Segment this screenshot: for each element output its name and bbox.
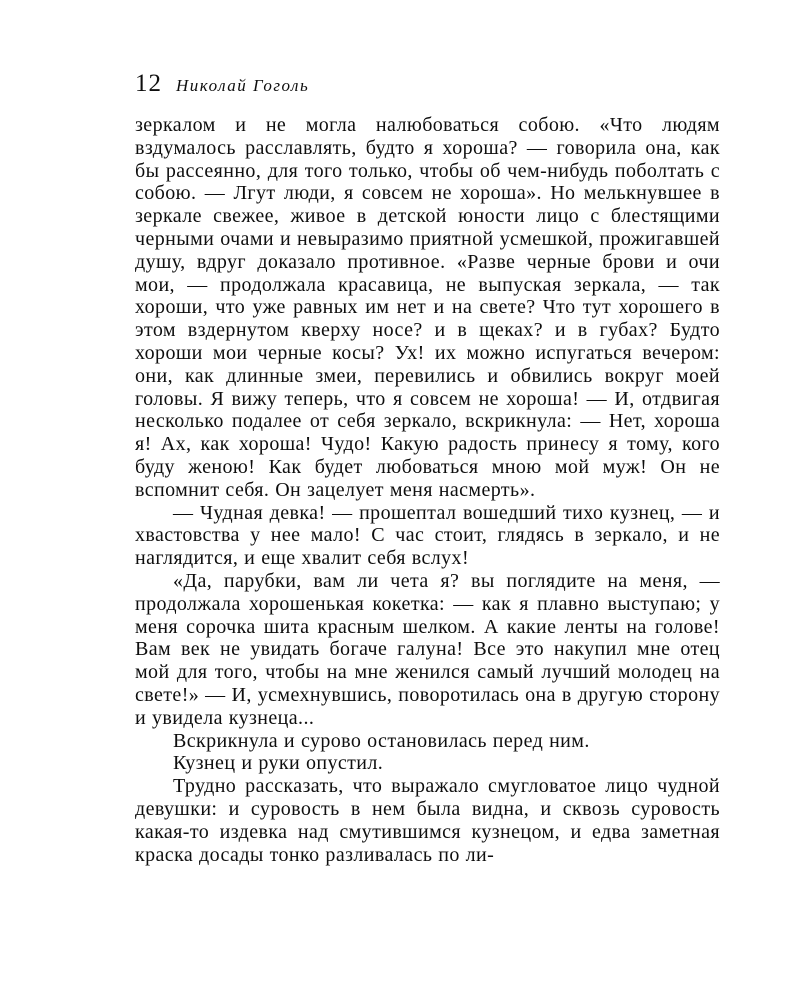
paragraph: Трудно рассказать, что выражало смугловатое лицо чудной девушки: и суровость в нем была видна, и сквозь суровость какая-то издевка над смутившимся кузнецом, и едва заметная краска досады тонко разливалась по ли- — [135, 775, 720, 866]
running-title-author: Николай Гоголь — [176, 76, 310, 95]
paragraph: Кузнец и руки опустил. — [173, 752, 384, 775]
paragraph: — Чудная девка! — прошептал вошедший тихо кузнец, — и хвастовства у нее мало! С час стоит, глядясь в зеркало, и не наглядится, и еще хвалит себя вслух! — [135, 501, 720, 570]
body-text — [135, 114, 720, 866]
paragraph: «Да, парубки, вам ли чета я? вы поглядите на меня, — продолжала хорошенькая кокетка: — как я плавно выступаю; у меня сорочка шита красным шелком. А какие ленты на голове! Вам век не увидать богаче галуна! Все это накупил мне отец мой для того, чтобы на мне женился самый лучший молодец на свете!» — И, усмехнувшись, поворотилась она в другую сторону и увидела кузнеца... — [135, 569, 720, 729]
running-head — [135, 70, 720, 98]
paragraph: Вскрикнула и сурово остановилась перед ним. — [173, 729, 590, 752]
paragraph: зеркалом и не могла налюбоваться собою. «Что людям вздумалось расславлять, будто я хороша? — говорила она, как бы рассеянно, для того только, чтобы об чем-нибудь поболтать с собою. — Лгут люди, я совсем не хороша». Но мелькнувшее в зеркале свежее, живое в детской юности лицо с блестящими черными очами и невыразимо приятной усмешкой, прожигавшей душу, вдруг доказало противное. «Разве черные брови и очи мои, — продолжала красавица, не выпуская зеркала, — так хороши, что уже равных им нет и на свете? Что тут хорошего в этом вздернутом кверху носе? и в щеках? и в губах? Будто хороши мои черные косы? Ух! их можно испугаться вечером: они, как длинные змеи, перевились и обвились вокруг моей головы. Я вижу теперь, что я совсем не хороша! — И, отдвигая несколько подалее от себя зеркало, вскрикнула: — Нет, хороша я! Ах, как хороша! Чудо! Какую радость принесу я тому, кого буду женою! Как будет любоваться мною мой муж! Он не вспомнит себя. Он зацелует меня насмерть». — [135, 114, 720, 501]
page-number: 12 — [135, 70, 162, 97]
